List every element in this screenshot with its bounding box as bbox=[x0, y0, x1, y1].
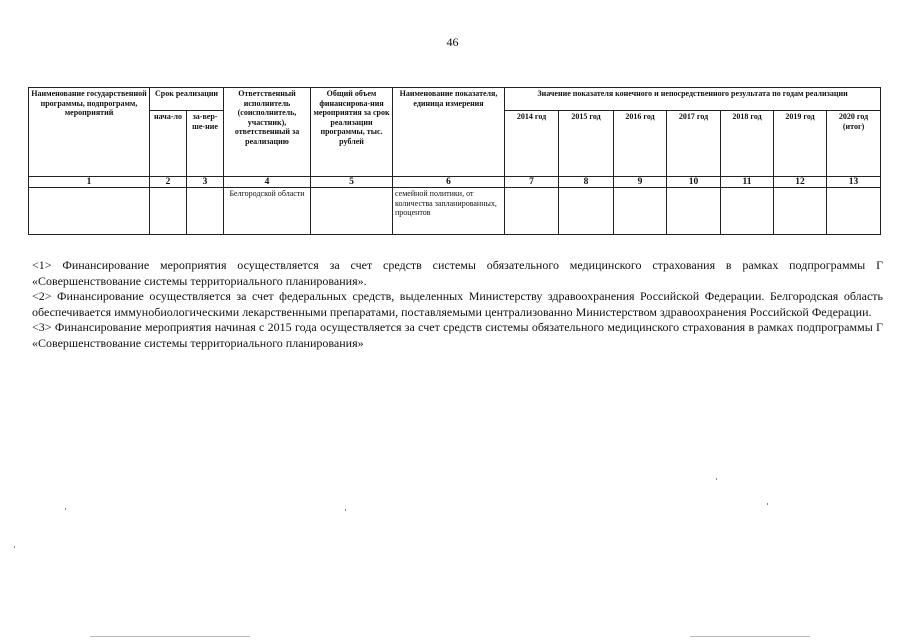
cell-value bbox=[667, 188, 721, 235]
header-funding: Общий объем финансирова-ния мероприятия за срок реализации программы, тыс. рублей bbox=[311, 88, 393, 177]
column-number: 7 bbox=[505, 177, 559, 188]
scan-speck bbox=[65, 508, 66, 510]
cell-start bbox=[150, 188, 187, 235]
footnote-2: <2> Финансирование осуществляется за счет федеральных средств, выделенных Министерству здравоохранения Российской Федерации. Белгородская область обеспечивается иммунобиологическими лекарственными препаратами, поставляемыми централизованно Министерством здравоохранения Российской Федерации. bbox=[32, 289, 883, 319]
scan-edge-line bbox=[90, 636, 250, 637]
scan-speck bbox=[345, 509, 346, 511]
column-number: 10 bbox=[667, 177, 721, 188]
cell-value bbox=[721, 188, 774, 235]
cell-name bbox=[29, 188, 150, 235]
header-year-2020: 2020 год (итог) bbox=[827, 111, 881, 177]
page-number: 46 bbox=[446, 35, 459, 49]
footnote-3: <3> Финансирование мероприятия начиная с 2015 года осуществляется за счет средств системы обязательного медицинского страхования в рамках подпрограммы Г «Совершенствование системы территориального планирования» bbox=[32, 320, 883, 350]
column-number: 3 bbox=[187, 177, 224, 188]
column-number: 6 bbox=[393, 177, 505, 188]
header-term-end: за-вер-ше-ние bbox=[187, 111, 224, 177]
column-number: 5 bbox=[311, 177, 393, 188]
header-year-2018: 2018 год bbox=[721, 111, 774, 177]
cell-value bbox=[505, 188, 559, 235]
column-number: 1 bbox=[29, 177, 150, 188]
header-term: Срок реализации bbox=[150, 88, 224, 111]
header-year-2015: 2015 год bbox=[559, 111, 614, 177]
cell-value bbox=[559, 188, 614, 235]
footnote-1: <1> Финансирование мероприятия осуществляется за счет средств системы обязательного медицинского страхования в рамках подпрограммы Г «Совершенствование системы территориального планирования». bbox=[32, 258, 883, 288]
header-year-2017: 2017 год bbox=[667, 111, 721, 177]
column-number: 13 bbox=[827, 177, 881, 188]
cell-end bbox=[187, 188, 224, 235]
column-number-row bbox=[29, 177, 881, 188]
cell-funding bbox=[311, 188, 393, 235]
header-year-2016: 2016 год bbox=[614, 111, 667, 177]
cell-indicator: семейной политики, от количества запланированных, процентов bbox=[393, 188, 505, 235]
table-row bbox=[29, 188, 881, 235]
cell-value bbox=[774, 188, 827, 235]
cell-value bbox=[614, 188, 667, 235]
header-responsible: Ответственный исполнитель (соисполнитель, участник), ответственный за реализацию bbox=[224, 88, 311, 177]
column-number: 2 bbox=[150, 177, 187, 188]
column-number: 4 bbox=[224, 177, 311, 188]
indicator-table bbox=[28, 87, 881, 235]
column-number: 11 bbox=[721, 177, 774, 188]
header-row-1 bbox=[29, 88, 881, 111]
cell-responsible: Белгородской области bbox=[224, 188, 311, 235]
header-indicator: Наименование показателя, единица измерения bbox=[393, 88, 505, 177]
column-number: 12 bbox=[774, 177, 827, 188]
scan-speck bbox=[14, 546, 15, 548]
scan-edge-line bbox=[690, 636, 810, 637]
cell-value bbox=[827, 188, 881, 235]
scan-speck bbox=[767, 503, 768, 505]
footnotes bbox=[32, 258, 883, 351]
column-number: 9 bbox=[614, 177, 667, 188]
header-name: Наименование государственной программы, подпрограмм, мероприятий bbox=[29, 88, 150, 177]
header-values-title: Значение показателя конечного и непосредственного результата по годам реализации bbox=[505, 88, 881, 111]
column-number: 8 bbox=[559, 177, 614, 188]
header-year-2019: 2019 год bbox=[774, 111, 827, 177]
scan-speck bbox=[716, 478, 717, 480]
header-year-2014: 2014 год bbox=[505, 111, 559, 177]
header-term-start: нача-ло bbox=[150, 111, 187, 177]
